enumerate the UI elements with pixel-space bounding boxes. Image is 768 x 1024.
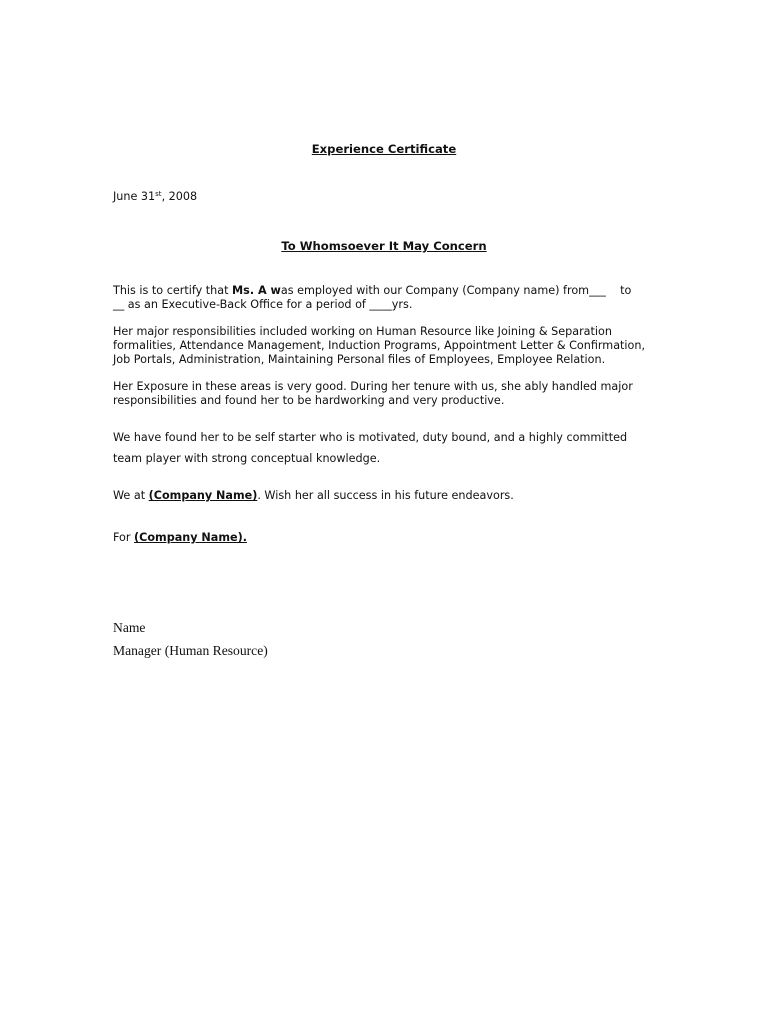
paragraph-responsibilities: Her major responsibilities included working on Human Resource like Joining & Separation formalities, Attendance Management, Induction Programs, Appointment Letter & Confirmation, Job Portals, Administration, Maintaining Personal files of Employees, Employee Relation. [113,325,646,366]
paragraph-for-company [113,531,658,545]
wishes-prefix: We at [113,489,149,502]
document-date [113,190,197,203]
salutation: To Whomsoever It May Concern [281,239,487,253]
employee-name: Ms. A w [232,284,281,297]
date-year: , 2008 [161,190,198,203]
certification-line-1 [113,284,658,298]
company-name-signoff: (Company Name). [134,531,247,544]
certification-line-2: __ as an Executive-Back Office for a period of ____yrs. [113,298,413,311]
signatory-name: Name [113,620,146,635]
paragraph-qualities: We have found her to be self starter who is motivated, duty bound, and a highly committed team player with strong conceptual knowledge. [113,431,628,465]
paragraph-wishes [113,489,658,503]
certification-rest: as employed with our Company (Company name) from___ to [280,284,632,297]
paragraph-exposure: Her Exposure in these areas is very good. During her tenure with us, she ably handled major responsibilities and found her to be hardworking and very productive. [113,380,633,407]
date-ordinal-suffix: st [155,190,162,198]
document-title: Experience Certificate [311,142,457,156]
paragraph-certification [113,284,658,312]
date-month-day: June 31 [113,190,156,203]
certification-intro: This is to certify that [113,284,233,297]
for-prefix: For [113,531,135,544]
company-name-placeholder: (Company Name) [148,489,258,502]
signatory-title: Manager (Human Resource) [113,643,268,658]
wishes-suffix: . Wish her all success in his future endeavors. [257,489,514,502]
